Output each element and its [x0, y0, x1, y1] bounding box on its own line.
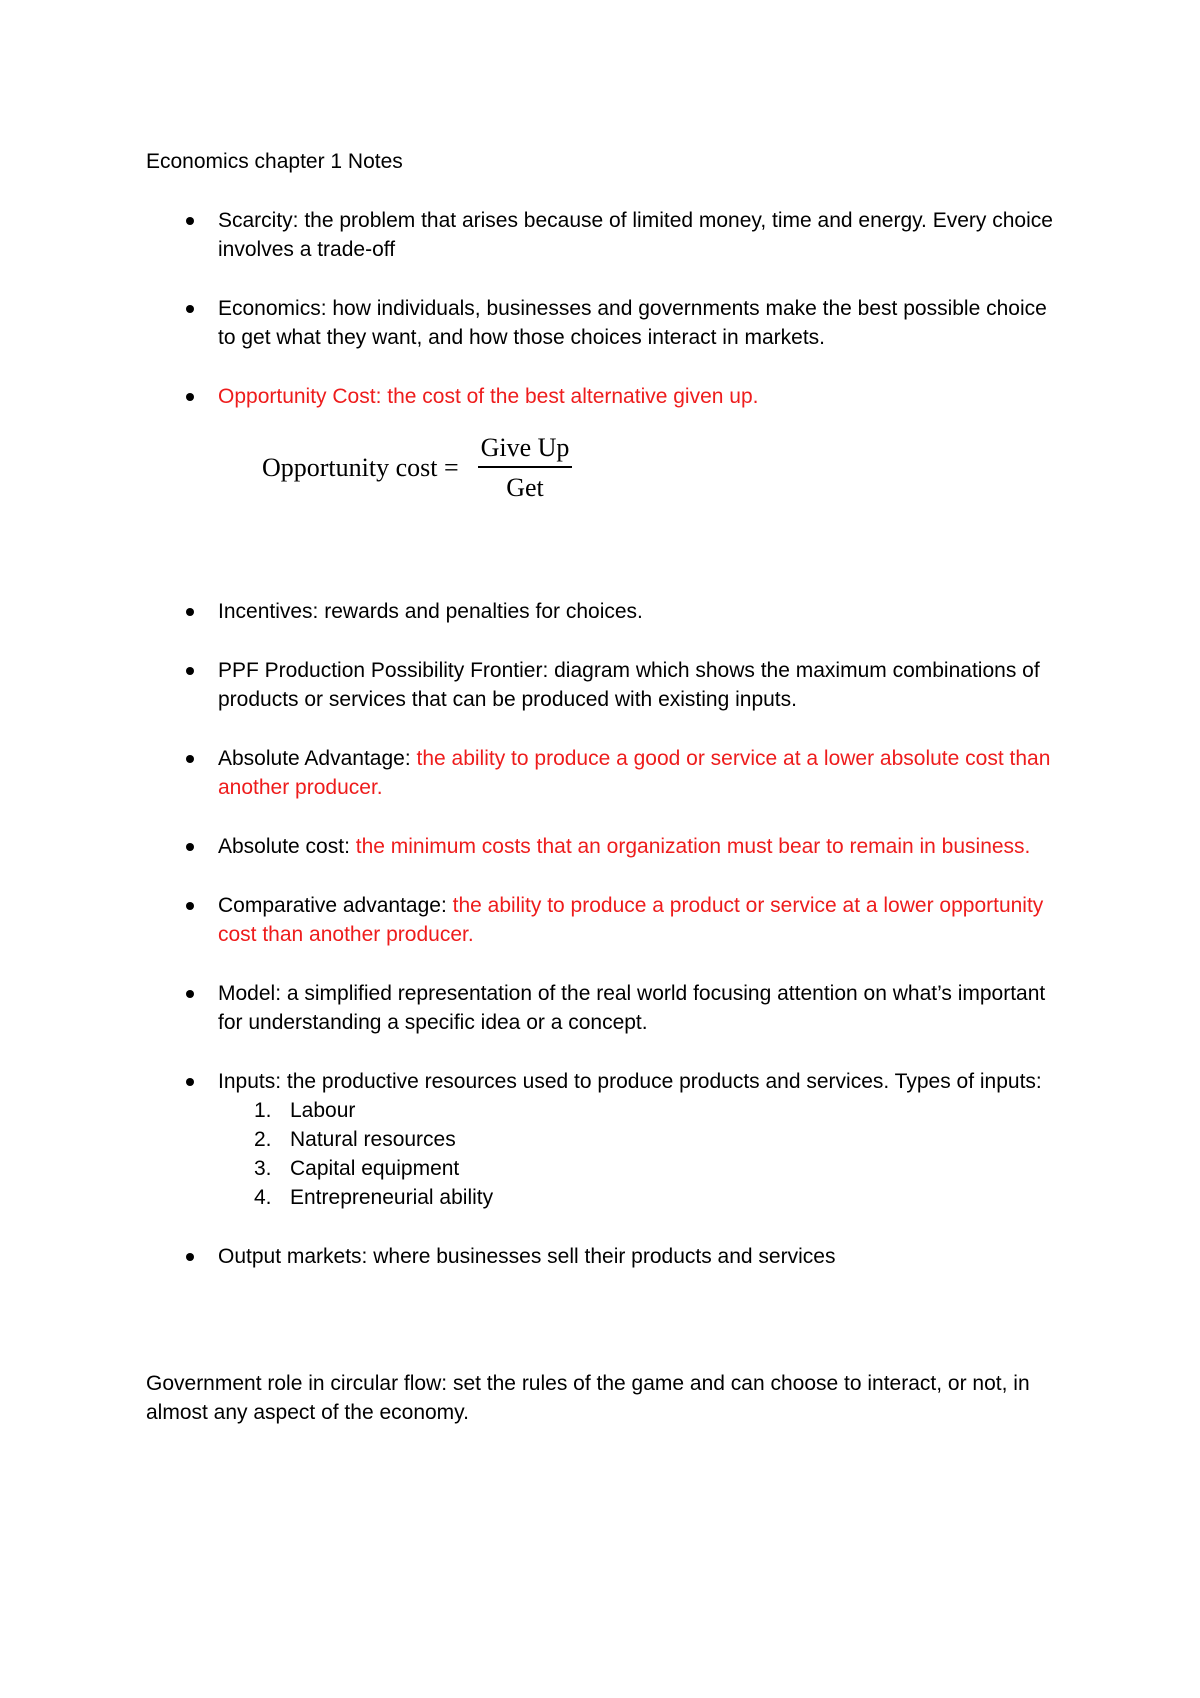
- bullet-icon: [186, 1078, 194, 1086]
- note-term: Incentives:: [218, 600, 319, 623]
- formula-lhs: Opportunity cost =: [262, 453, 459, 482]
- bullet-icon: [186, 305, 194, 313]
- note-inputs: [146, 1067, 1066, 1212]
- bullet-icon: [186, 843, 194, 851]
- note-definition: how individuals, businesses and governments make the best possible choice to get what they want, and how those choices interact in markets.: [218, 297, 1047, 349]
- note-definition: the minimum costs that an organization must bear to remain in business.: [349, 835, 1031, 858]
- note-definition: the ability to produce a good or service at a lower absolute cost than another producer.: [218, 747, 1051, 799]
- note-definition: diagram which shows the maximum combinations of products or services that can be produced with existing inputs.: [218, 659, 1040, 711]
- note-output-markets: [146, 1242, 1066, 1271]
- note-term: Absolute Advantage:: [218, 747, 411, 770]
- note-incentives: [146, 597, 1066, 626]
- note-comparative-advantage: [146, 891, 1066, 949]
- formula-denominator: Get: [506, 473, 544, 502]
- formula-numerator: Give Up: [480, 433, 570, 462]
- note-term: Comparative advantage:: [218, 894, 447, 917]
- note-absolute-advantage: [146, 744, 1066, 802]
- list-number: 4.: [254, 1186, 272, 1209]
- list-item: [218, 1125, 1066, 1154]
- list-item: [218, 1154, 1066, 1183]
- note-definition: rewards and penalties for choices.: [318, 600, 643, 623]
- note-definition: where businesses sell their products and services: [367, 1245, 836, 1268]
- note-opportunity-cost: [146, 382, 1066, 411]
- note-absolute-cost: [146, 832, 1066, 861]
- list-label: Natural resources: [290, 1128, 456, 1151]
- bullet-icon: [186, 1253, 194, 1261]
- list-label: Entrepreneurial ability: [290, 1186, 494, 1209]
- note-scarcity: [146, 206, 1066, 264]
- note-term: Inputs:: [218, 1070, 282, 1093]
- bullet-icon: [186, 990, 194, 998]
- bullet-icon: [186, 608, 194, 616]
- note-definition: the cost of the best alternative given up.: [381, 385, 759, 408]
- list-label: Capital equipment: [290, 1157, 460, 1180]
- bullet-icon: [186, 217, 194, 225]
- note-term: Opportunity Cost:: [218, 385, 382, 408]
- note-definition: the productive resources used to produce products and services. Types of inputs:: [281, 1070, 1042, 1093]
- list-number: 2.: [254, 1128, 272, 1151]
- list-item: [218, 1096, 1066, 1125]
- note-term: Model:: [218, 982, 282, 1005]
- note-term: Scarcity:: [218, 209, 299, 232]
- inputs-numbered-list: [218, 1096, 1066, 1212]
- note-term: Output markets:: [218, 1245, 368, 1268]
- note-term: Economics:: [218, 297, 327, 320]
- bullet-icon: [186, 902, 194, 910]
- closing-paragraph: Government role in circular flow: set the rules of the game and can choose to interact, or not, in almost any aspect of the economy.: [146, 1372, 1030, 1424]
- list-label: Labour: [290, 1099, 356, 1122]
- note-definition: the problem that arises because of limited money, time and energy. Every choice involves a trade-off: [218, 209, 1053, 261]
- note-economics: [146, 294, 1066, 352]
- list-item: [218, 1183, 1066, 1212]
- note-term: Absolute cost:: [218, 835, 350, 858]
- opportunity-cost-formula: [146, 419, 1066, 597]
- note-definition: a simplified representation of the real world focusing attention on what’s important for understanding a specific idea or a concept.: [218, 982, 1046, 1034]
- note-term: PPF Production Possibility Frontier:: [218, 659, 549, 682]
- bullet-icon: [186, 755, 194, 763]
- document-title: Economics chapter 1 Notes: [146, 150, 403, 173]
- fraction-bar: [478, 466, 572, 468]
- note-ppf: [146, 656, 1066, 714]
- list-number: 1.: [254, 1099, 272, 1122]
- note-model: [146, 979, 1066, 1037]
- notes-bullet-list: [146, 206, 1066, 1301]
- list-number: 3.: [254, 1157, 272, 1180]
- bullet-icon: [186, 667, 194, 675]
- note-definition: the ability to produce a product or service at a lower opportunity cost than another producer.: [218, 894, 1044, 946]
- bullet-icon: [186, 393, 194, 401]
- formula-fraction: [478, 433, 572, 503]
